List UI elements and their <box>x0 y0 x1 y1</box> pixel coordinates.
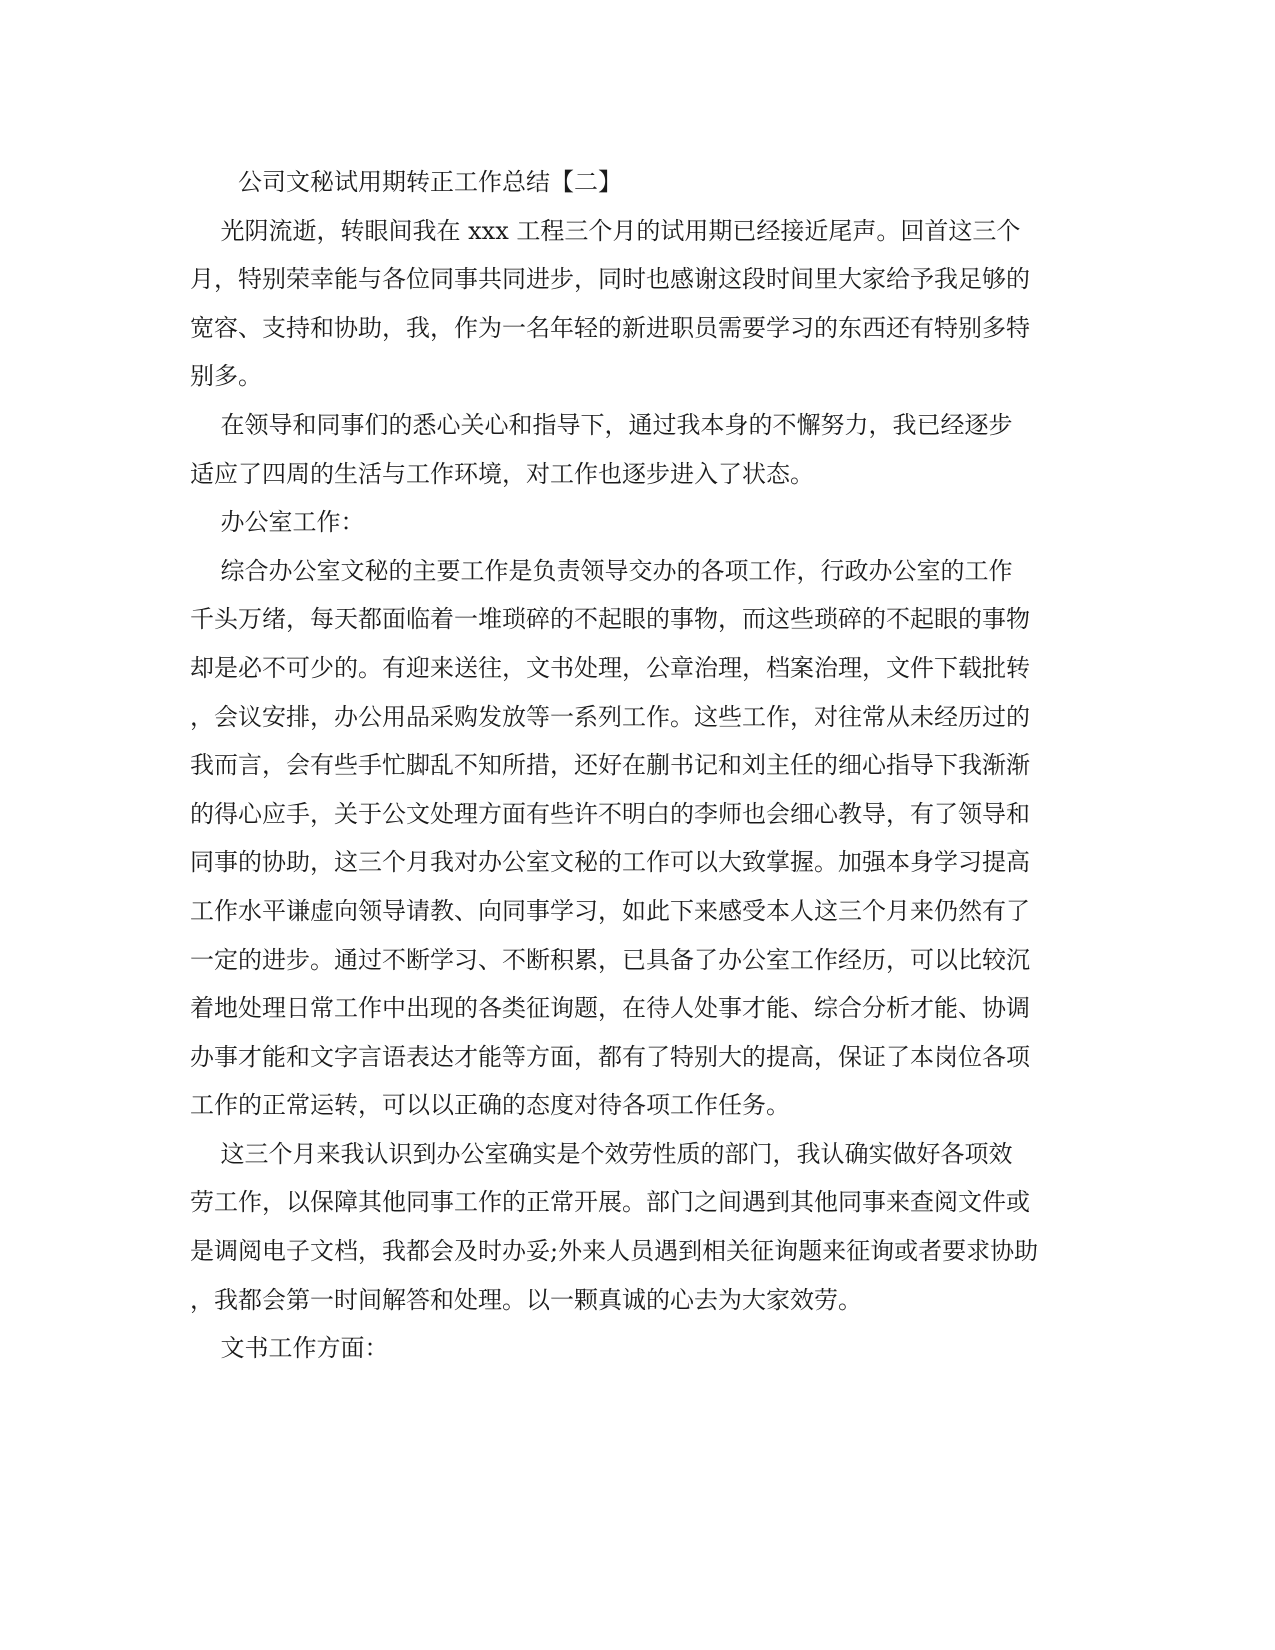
paragraph-line: 我而言，会有些手忙脚乱不知所措，还好在蒯书记和刘主任的细心指导下我渐渐 <box>190 751 1030 780</box>
paragraph-line: 宽容、支持和协助，我，作为一名年轻的新进职员需要学习的东西还有特别多特 <box>190 313 1030 342</box>
paragraph-line: 这三个月来我认识到办公室确实是个效劳性质的部门，我认确实做好各项效 <box>190 1139 1013 1168</box>
paragraph-line: 同事的协助，这三个月我对办公室文秘的工作可以大致掌握。加强本身学习提高 <box>190 848 1030 877</box>
paragraph-line: 月，特别荣幸能与各位同事共同进步，同时也感谢这段时间里大家给予我足够的 <box>190 265 1030 294</box>
paragraph-line: 办事才能和文字言语表达才能等方面，都有了特别大的提高，保证了本岗位各项 <box>190 1042 1030 1071</box>
paragraph-container <box>190 207 1070 1373</box>
document-title: 公司文秘试用期转正工作总结【二】 <box>238 168 622 196</box>
paragraph-line: 是调阅电子文档，我都会及时办妥;外来人员遇到相关征询题来征询或者要求协助 <box>190 1237 1039 1266</box>
paragraph <box>190 498 1070 547</box>
paragraph-line: 工作水平谦虚向领导请教、向同事学习，如此下来感受本人这三个月来仍然有了 <box>190 896 1030 925</box>
paragraph-line: 千头万绪，每天都面临着一堆琐碎的不起眼的事物，而这些琐碎的不起眼的事物 <box>190 605 1030 634</box>
paragraph-line: 光阴流逝，转眼间我在 xxx 工程三个月的试用期已经接近尾声。回首这三个 <box>190 216 1021 245</box>
paragraph <box>190 1324 1070 1373</box>
paragraph-line: 的得心应手，关于公文处理方面有些许不明白的李师也会细心教导，有了领导和 <box>190 799 1030 828</box>
paragraph-line: 工作的正常运转，可以以正确的态度对待各项工作任务。 <box>190 1091 790 1120</box>
paragraph-line: 别多。 <box>190 362 262 391</box>
paragraph-line: 综合办公室文秘的主要工作是负责领导交办的各项工作，行政办公室的工作 <box>190 556 1013 585</box>
paragraph-line: ，我都会第一时间解答和处理。以一颗真诚的心去为大家效劳。 <box>190 1285 862 1314</box>
document-body <box>190 158 1070 1373</box>
paragraph <box>190 547 1070 1130</box>
paragraph-line: ，会议安排，办公用品采购发放等一系列工作。这些工作，对往常从未经历过的 <box>190 702 1030 731</box>
paragraph <box>190 207 1070 401</box>
paragraph-line: 适应了四周的生活与工作环境，对工作也逐步进入了状态。 <box>190 459 814 488</box>
paragraph <box>190 1130 1070 1324</box>
paragraph-line: 在领导和同事们的悉心关心和指导下，通过我本身的不懈努力，我已经逐步 <box>190 410 1013 439</box>
paragraph-line: 办公室工作： <box>190 508 365 537</box>
paragraph-line: 劳工作，以保障其他同事工作的正常开展。部门之间遇到其他同事来查阅文件或 <box>190 1188 1030 1217</box>
paragraph <box>190 401 1070 498</box>
paragraph-line: 一定的进步。通过不断学习、不断积累，已具备了办公室工作经历，可以比较沉 <box>190 945 1030 974</box>
paragraph-line: 文书工作方面： <box>190 1334 389 1363</box>
paragraph-line: 着地处理日常工作中出现的各类征询题，在待人处事才能、综合分析才能、协调 <box>190 994 1030 1023</box>
paragraph-line: 却是必不可少的。有迎来送往，文书处理，公章治理，档案治理，文件下载批转 <box>190 653 1030 682</box>
